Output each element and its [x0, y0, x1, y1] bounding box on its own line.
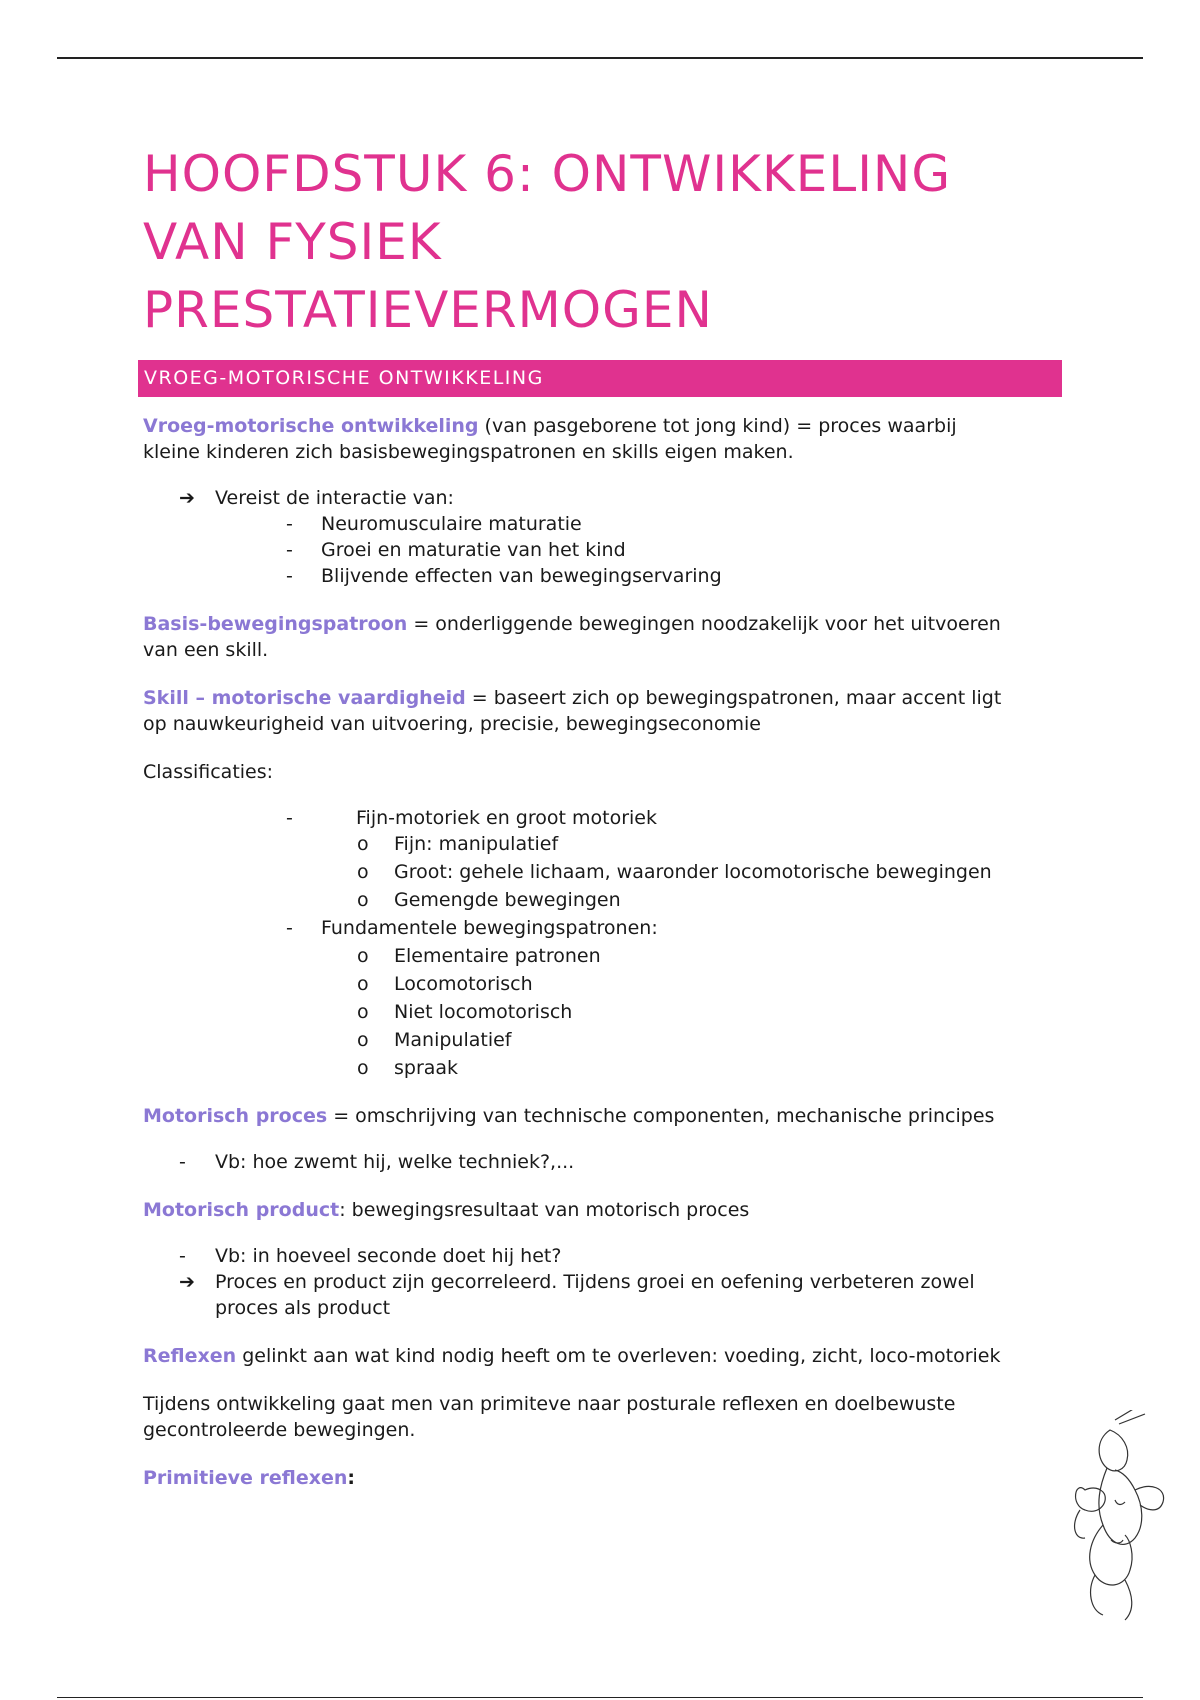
text: Gemengde bewegingen: [394, 889, 621, 911]
dash-marker: -: [286, 565, 293, 587]
text: Tijdens ontwikkeling gaat men van primiteve naar posturale reflexen en doelbewuste: [143, 1393, 956, 1415]
text: proces als product: [215, 1297, 391, 1319]
paragraph-reflexen: [143, 1343, 1063, 1369]
text: Blijvende effecten van bewegingservaring: [321, 565, 722, 587]
dash-marker: -: [179, 1151, 186, 1173]
dash-marker: -: [286, 513, 293, 535]
term: Motorisch proces: [143, 1105, 328, 1127]
text: Vb: in hoeveel seconde doet hij het?: [215, 1245, 562, 1267]
text: Fijn: manipulatief: [394, 833, 559, 855]
list-item: [143, 859, 1063, 887]
chapter-title: [143, 140, 1063, 344]
bullet-marker: o: [357, 945, 369, 967]
text: Fijn-motoriek en groot motoriek: [356, 807, 657, 829]
text: = onderliggende bewegingen noodzakelijk voor het uitvoeren: [407, 613, 1001, 635]
bullet-marker: o: [357, 833, 369, 855]
text: Locomotorisch: [394, 973, 533, 995]
list-item: [143, 971, 1063, 999]
bullet-marker: o: [357, 861, 369, 883]
text: : bewegingsresultaat van motorisch proces: [339, 1199, 750, 1221]
text: gecontroleerde bewegingen.: [143, 1419, 416, 1441]
text: Manipulatief: [394, 1029, 512, 1051]
text: Niet locomotorisch: [394, 1001, 573, 1023]
term: Reflexen: [143, 1345, 237, 1367]
text: op nauwkeurigheid van uitvoering, precisie, bewegingseconomie: [143, 713, 761, 735]
paragraph-product: [143, 1197, 1063, 1223]
classificaties-label: Classificaties:: [143, 761, 274, 783]
text: kleine kinderen zich basisbewegingspatronen en skills eigen maken.: [143, 441, 794, 463]
dash-marker: -: [286, 807, 293, 829]
list-item: [143, 1055, 1063, 1081]
text: :: [347, 1467, 355, 1489]
text: Groot: gehele lichaam, waaronder locomotorische bewegingen: [394, 861, 992, 883]
document-body: [143, 140, 1063, 1491]
bullet-marker: o: [357, 1029, 369, 1051]
list-item: [143, 1269, 1063, 1295]
text: (van pasgeborene tot jong kind) = proces waarbij: [478, 415, 957, 437]
paragraph-proces: [143, 1103, 1063, 1129]
paragraph-definition: [143, 413, 1063, 465]
list-item: [143, 999, 1063, 1027]
text: = omschrijving van technische componenten, mechanische principes: [327, 1105, 995, 1127]
text: van een skill.: [143, 639, 269, 661]
text: Proces en product zijn gecorreleerd. Tijdens groei en oefening verbeteren zowel: [215, 1271, 975, 1293]
term: Vroeg-motorische ontwikkeling: [143, 415, 479, 437]
text: = baseert zich op bewegingspatronen, maar accent ligt: [465, 687, 1002, 709]
arrow-icon: ➔: [179, 487, 195, 509]
dash-marker: -: [286, 539, 293, 561]
list-item: [143, 563, 1063, 589]
bullet-marker: o: [357, 1057, 369, 1079]
bottom-rule: [57, 1697, 1143, 1698]
text: Fundamentele bewegingspatronen:: [321, 917, 658, 939]
list-item: [143, 943, 1063, 971]
list-item: [143, 831, 1063, 859]
classification-list: [143, 805, 1063, 1081]
list-item: [143, 1243, 1063, 1269]
paragraph-skill: [143, 685, 1063, 737]
bullet-marker: o: [357, 973, 369, 995]
term: Basis-bewegingspatroon: [143, 613, 408, 635]
top-rule: [57, 57, 1143, 59]
product-list: [143, 1243, 1063, 1321]
section-heading: VROEG-MOTORISCHE ONTWIKKELING: [138, 360, 1062, 397]
list-item: [143, 805, 1063, 831]
list-item: [143, 915, 1063, 943]
text: Neuromusculaire maturatie: [321, 513, 582, 535]
bullet-marker: o: [357, 1001, 369, 1023]
dash-marker: -: [286, 917, 293, 939]
term: Motorisch product: [143, 1199, 340, 1221]
text: gelinkt aan wat kind nodig heeft om te overleven: voeding, zicht, loco-motoriek: [236, 1345, 1001, 1367]
term: Primitieve reflexen: [143, 1467, 348, 1489]
title-line: VAN FYSIEK: [143, 213, 442, 271]
paragraph-primitieve: [143, 1465, 1063, 1491]
text: Groei en maturatie van het kind: [321, 539, 626, 561]
term: Skill – motorische vaardigheid: [143, 687, 466, 709]
arrow-icon: ➔: [179, 1271, 195, 1293]
list-item: [143, 485, 1063, 511]
paragraph-ontwikkeling: [143, 1391, 1063, 1443]
list-item: [143, 1295, 1063, 1321]
dash-marker: -: [179, 1245, 186, 1267]
text: Vb: hoe zwemt hij, welke techniek?,...: [215, 1151, 575, 1173]
cherub-sketch-illustration: [1055, 1410, 1175, 1630]
list-item: [143, 1027, 1063, 1055]
title-line: PRESTATIEVERMOGEN: [143, 281, 713, 339]
text: spraak: [394, 1057, 459, 1079]
title-line: HOOFDSTUK 6: ONTWIKKELING: [143, 145, 952, 203]
list-item: [143, 887, 1063, 915]
bullet-marker: o: [357, 889, 369, 911]
arrow-list: [143, 485, 1063, 589]
list-item: [143, 511, 1063, 537]
list-item: [143, 1149, 1063, 1175]
list-item: [143, 537, 1063, 563]
paragraph-basis: [143, 611, 1063, 663]
text: Elementaire patronen: [394, 945, 601, 967]
text: Vereist de interactie van:: [215, 487, 454, 509]
